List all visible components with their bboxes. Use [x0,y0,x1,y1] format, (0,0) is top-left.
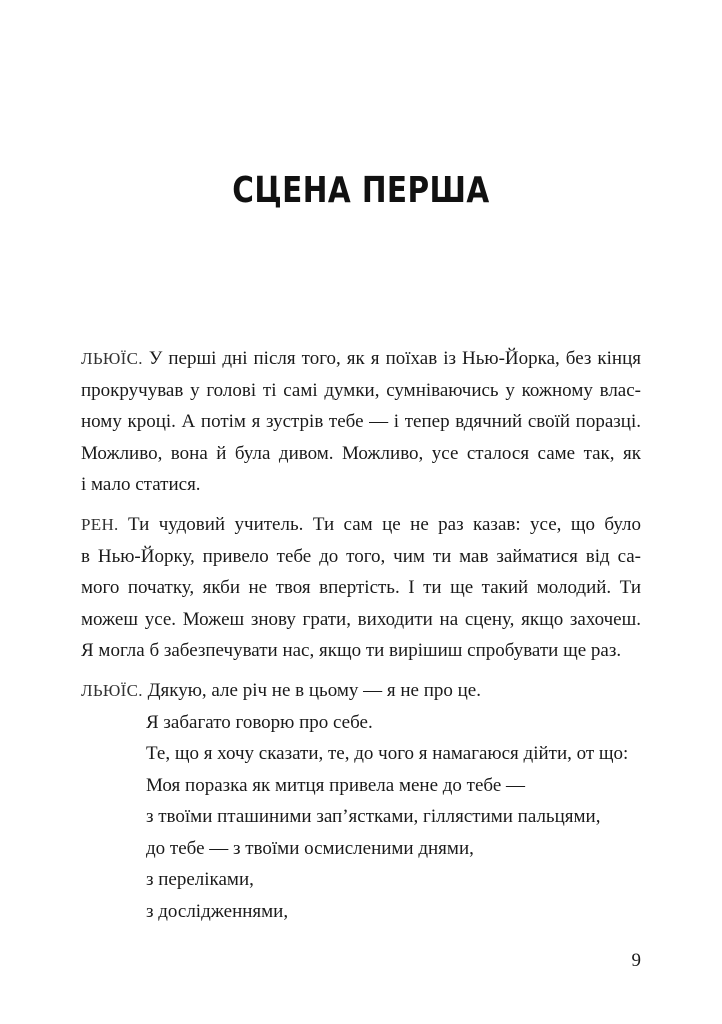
dialogue-line: можеш усе. Можеш знову грати, виходити на сцену, якщо захочеш. [81,608,641,630]
dialogue-line: і мало статися. [81,474,201,495]
scene-title: СЦЕНА ПЕРША [232,170,490,211]
verse-line: з переліками, [146,869,254,890]
dialogue-line: Я могла б забезпечувати нас, якщо ти вирішиш спробувати ще раз. [81,640,622,661]
dialogue-paragraph-ren [81,509,641,667]
verse-line: Моя поразка як митця привела мене до тебе — [146,774,526,796]
verse-line: Те, що я хочу сказати, те, до чого я намагаюся дійти, от що: [146,743,629,764]
dialogue-line: ному кроці. А потім я зустрів тебе — і тепер вдячний своїй поразці. [81,411,641,432]
line-text: Дякую, але річ не в цьому — я не про це. [142,680,481,701]
speaker-name: РЕН. [81,515,119,534]
dialogue-line [81,343,641,375]
dialogue-paragraph-lewis [81,343,641,501]
verse-line [81,675,641,707]
verse-block-lewis [81,675,641,927]
dialogue-line: прокручував у голові ті самі думки, сумніваючись у кожному влас- [81,379,641,401]
dialogue-line: в Нью-Йорку, привело тебе до того, чим ти мав займатися від са- [81,545,641,567]
dialogue-line: мого початку, якби не твоя впертість. І ти ще такий молодий. Ти [81,577,641,598]
page-number: 9 [631,950,641,971]
speaker-name: ЛЬЮЇС. [81,681,143,700]
line-text: У перші дні після того, як я поїхав із Нью-Йорка, без кінця [142,348,641,369]
line-text: Ти чудовий учитель. Ти сам це не раз казав: усе, що було [118,514,641,535]
dialogue-line: Можливо, вона й була дивом. Можливо, усе сталося саме так, як [81,442,641,464]
verse-line: з дослідженнями, [146,900,289,922]
verse-line: до тебе — з твоїми осмисленими днями, [146,837,474,859]
dialogue-line [81,509,641,541]
verse-line: Я забагато говорю про себе. [146,711,373,733]
verse-line: з твоїми пташиними зап’ястками, гіллястими пальцями, [146,806,601,827]
speaker-name: ЛЬЮЇС. [81,349,143,368]
